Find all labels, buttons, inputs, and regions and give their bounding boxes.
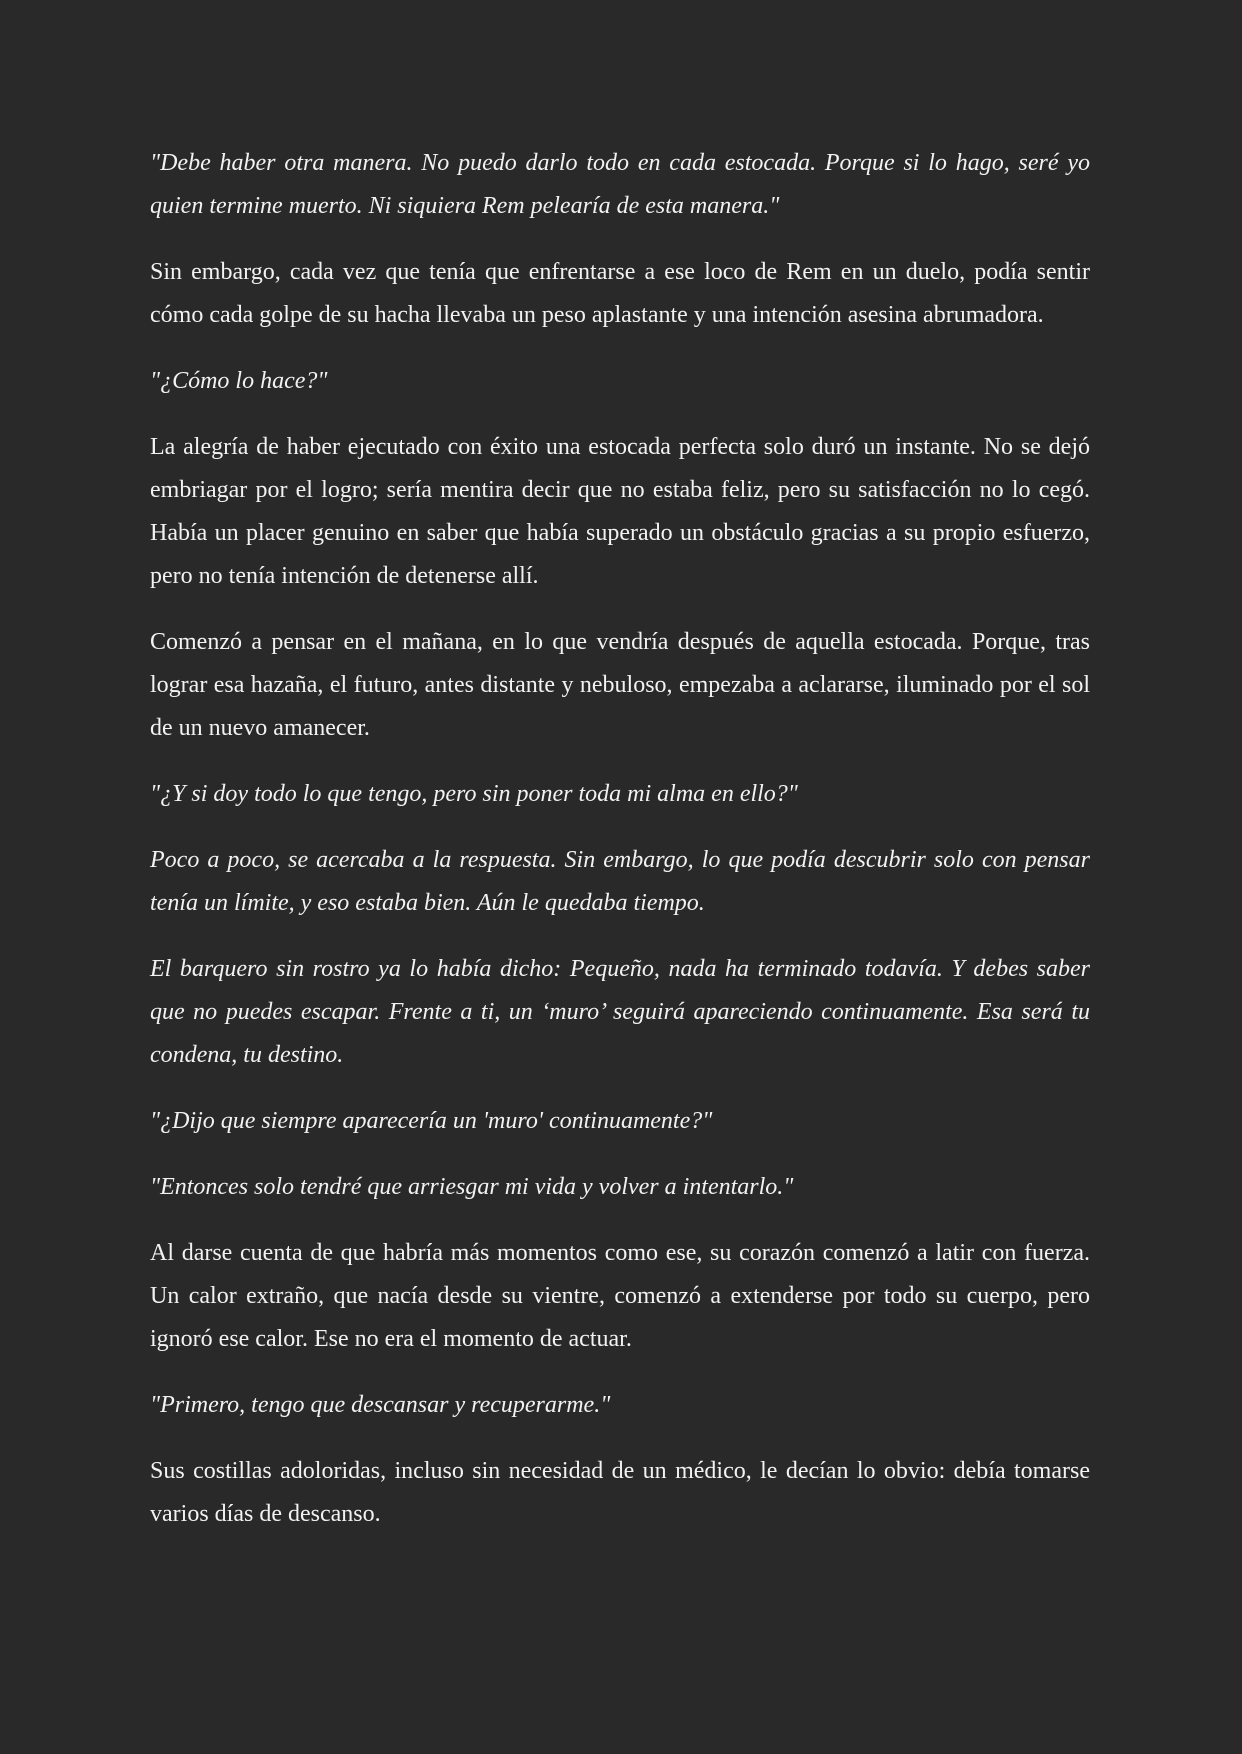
paragraph-8: El barquero sin rostro ya lo había dicho: Pequeño, nada ha terminado todavía. Y debes saber que no puedes escapar. Frente a ti, un ‘muro’ seguirá apareciendo continuamente. Esa será tu condena, tu destino.	[150, 956, 1090, 1068]
paragraph-11: Al darse cuenta de que habría más momentos como ese, su corazón comenzó a latir con fuerza. Un calor extraño, que nacía desde su vientre, comenzó a extenderse por todo su cuerpo, pero ignoró ese calor. Ese no era el momento de actuar.	[150, 1240, 1090, 1352]
paragraph-3: "¿Cómo lo hace?"	[150, 368, 328, 394]
paragraph-1: "Debe haber otra manera. No puedo darlo todo en cada estocada. Porque si lo hago, seré yo quien termine muerto. Ni siquiera Rem pelearía de esta manera."	[150, 150, 1090, 219]
paragraph-6: "¿Y si doy todo lo que tengo, pero sin poner toda mi alma en ello?"	[150, 781, 798, 807]
paragraph-4: La alegría de haber ejecutado con éxito una estocada perfecta solo duró un instante. No se dejó embriagar por el logro; sería mentira decir que no estaba feliz, pero su satisfacción no lo cegó. Había un placer genuino en saber que había superado un obstáculo gracias a su propio esfuerzo, pero no tenía intención de detenerse allí.	[150, 434, 1090, 589]
paragraph-2: Sin embargo, cada vez que tenía que enfrentarse a ese loco de Rem en un duelo, podía sentir cómo cada golpe de su hacha llevaba un peso aplastante y una intención asesina abrumadora.	[150, 259, 1090, 328]
document-page	[150, 142, 1090, 1559]
paragraph-13: Sus costillas adoloridas, incluso sin necesidad de un médico, le decían lo obvio: debía tomarse varios días de descanso.	[150, 1458, 1090, 1527]
paragraph-7: Poco a poco, se acercaba a la respuesta. Sin embargo, lo que podía descubrir solo con pensar tenía un límite, y eso estaba bien. Aún le quedaba tiempo.	[150, 847, 1090, 916]
paragraph-10: "Entonces solo tendré que arriesgar mi vida y volver a intentarlo."	[150, 1174, 794, 1200]
paragraph-9: "¿Dijo que siempre aparecería un 'muro' continuamente?"	[150, 1108, 713, 1134]
paragraph-5: Comenzó a pensar en el mañana, en lo que vendría después de aquella estocada. Porque, tras lograr esa hazaña, el futuro, antes distante y nebuloso, empezaba a aclararse, iluminado por el sol de un nuevo amanecer.	[150, 629, 1090, 741]
paragraph-12: "Primero, tengo que descansar y recuperarme."	[150, 1392, 611, 1418]
